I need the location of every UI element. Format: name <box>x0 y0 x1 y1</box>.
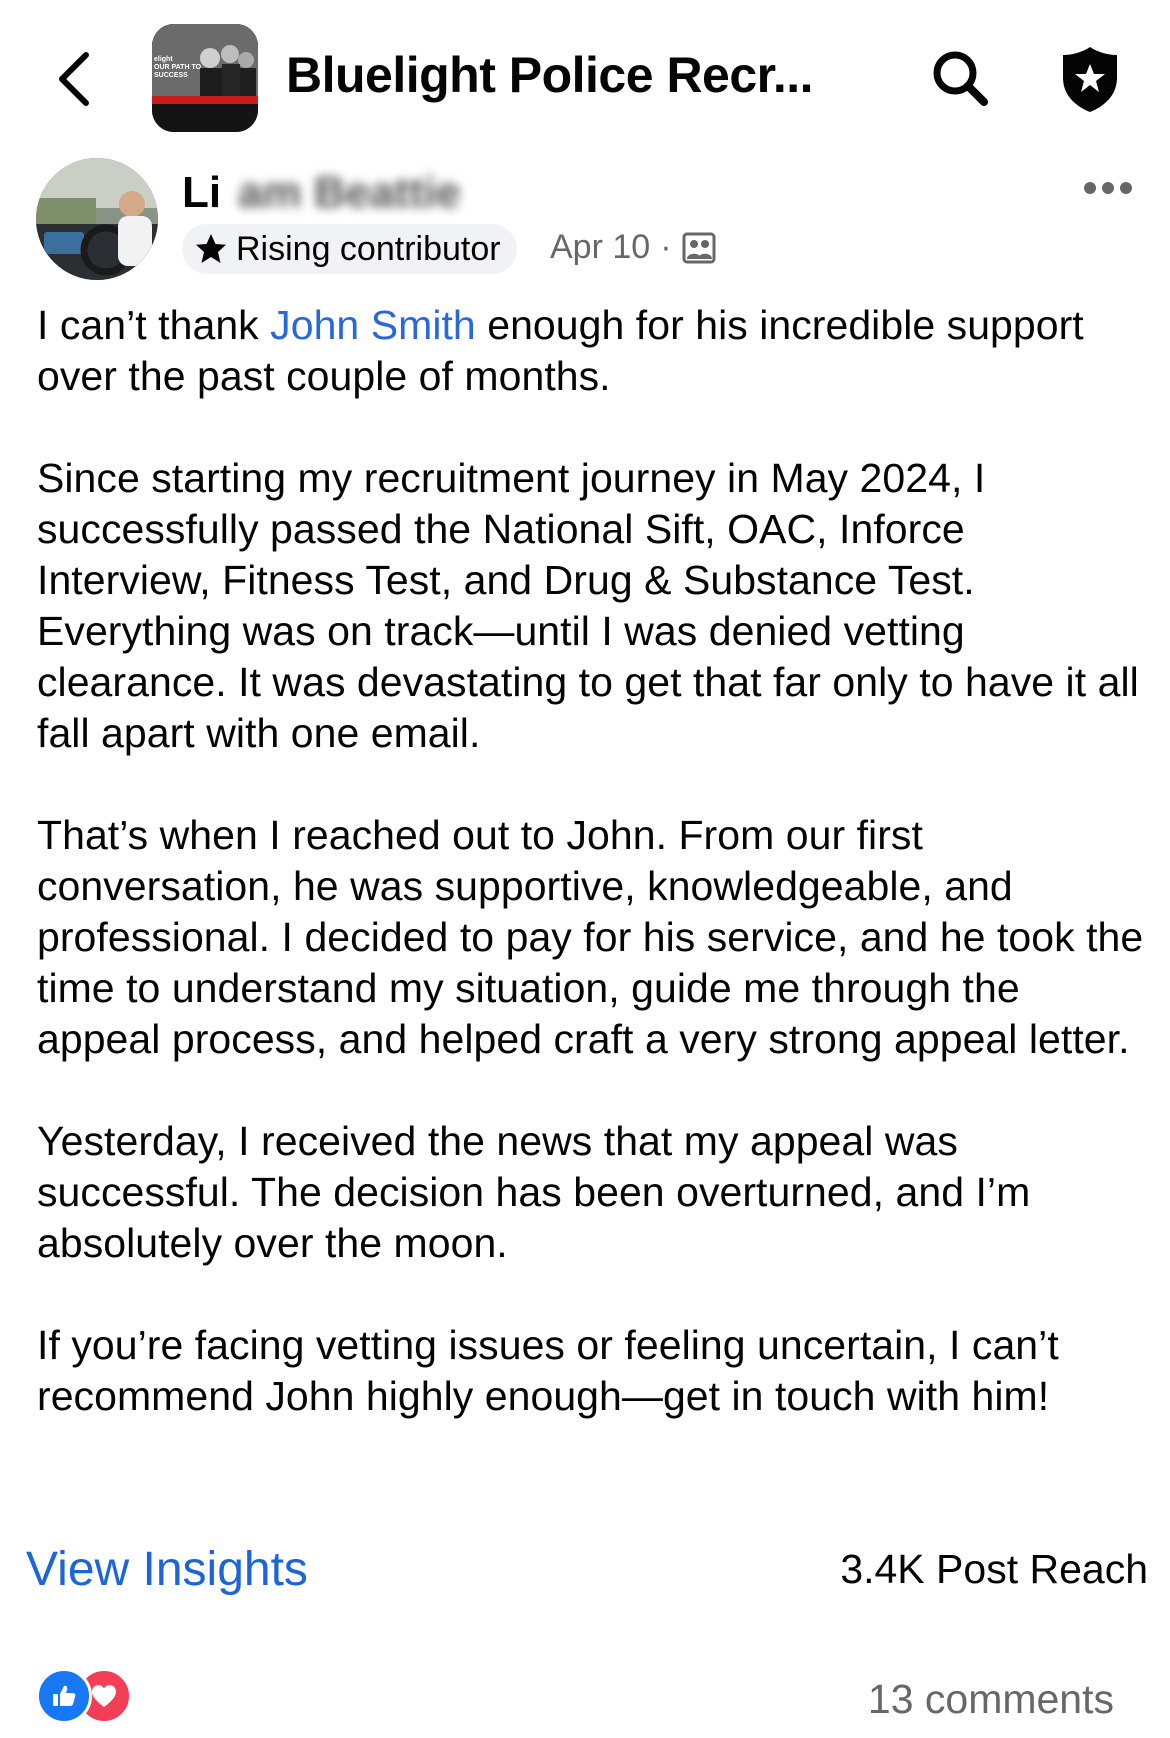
post-date[interactable]: Apr 10 <box>550 228 651 266</box>
meta-separator: · <box>660 228 672 266</box>
post-meta <box>550 228 716 267</box>
admin-tools-button[interactable] <box>1052 38 1128 120</box>
paragraph-text: I can’t thank <box>37 302 271 348</box>
thumb-text-line: OUR PATH TO <box>154 64 202 71</box>
thumb-text-line: SUCCESS <box>154 72 188 79</box>
search-icon <box>930 48 990 108</box>
author-avatar[interactable] <box>36 158 158 280</box>
post-reach: 3.4K Post Reach <box>840 1546 1148 1592</box>
group-header <box>0 0 1170 150</box>
paragraph-text: enough for his incredible support over the past couple of months. <box>37 302 1084 399</box>
mention-link[interactable]: John Smith <box>270 302 476 348</box>
back-button[interactable] <box>44 44 104 114</box>
post-paragraph: If you’re facing vetting issues or feeling uncertain, I can’t recommend John highly enough—get in touch with him! <box>37 1322 1059 1419</box>
more-horizontal-icon <box>1083 181 1133 195</box>
group-audience-icon <box>682 231 716 265</box>
badge-label: Rising contributor <box>236 229 501 268</box>
post-paragraph <box>37 300 1147 402</box>
comments-count[interactable]: 13 comments <box>867 1676 1114 1722</box>
group-title[interactable]: Bluelight Police Recr... <box>286 47 814 103</box>
shield-star-icon <box>1059 44 1121 114</box>
view-insights-link[interactable]: View Insights <box>26 1543 308 1596</box>
post-paragraph: Since starting my recruitment journey in May 2024, I successfully passed the National Sift, OAC, Inforce Interview, Fitness Test, and Drug & Substance Test. Everything was on track—until I was denied vetting clearance. It was devastating to get that far only to have it all fall apart with one email. <box>37 455 1139 756</box>
chevron-left-icon <box>54 51 94 107</box>
thumb-text-line: elight <box>154 56 173 63</box>
avatar-image <box>36 158 158 280</box>
author-name-obscured: am Beattie <box>238 168 461 217</box>
like-icon <box>36 1668 92 1724</box>
star-icon <box>194 232 228 266</box>
post-options-button[interactable] <box>1078 166 1138 210</box>
post-paragraph: Yesterday, I received the news that my appeal was successful. The decision has been overturned, and I’m absolutely over the moon. <box>37 1118 1031 1266</box>
reaction-summary[interactable] <box>36 1668 136 1722</box>
rising-contributor-badge[interactable] <box>182 224 517 274</box>
post-body <box>37 300 1147 1422</box>
group-thumbnail[interactable] <box>152 24 258 132</box>
author-name[interactable]: Li <box>182 168 222 217</box>
search-button[interactable] <box>922 40 998 116</box>
post-paragraph: That’s when I reached out to John. From our first conversation, he was supportive, knowledgeable, and professional. I decided to pay for his service, and he took the time to understand my situation, guide me through the appeal process, and helped craft a very strong appeal letter. <box>37 812 1144 1062</box>
